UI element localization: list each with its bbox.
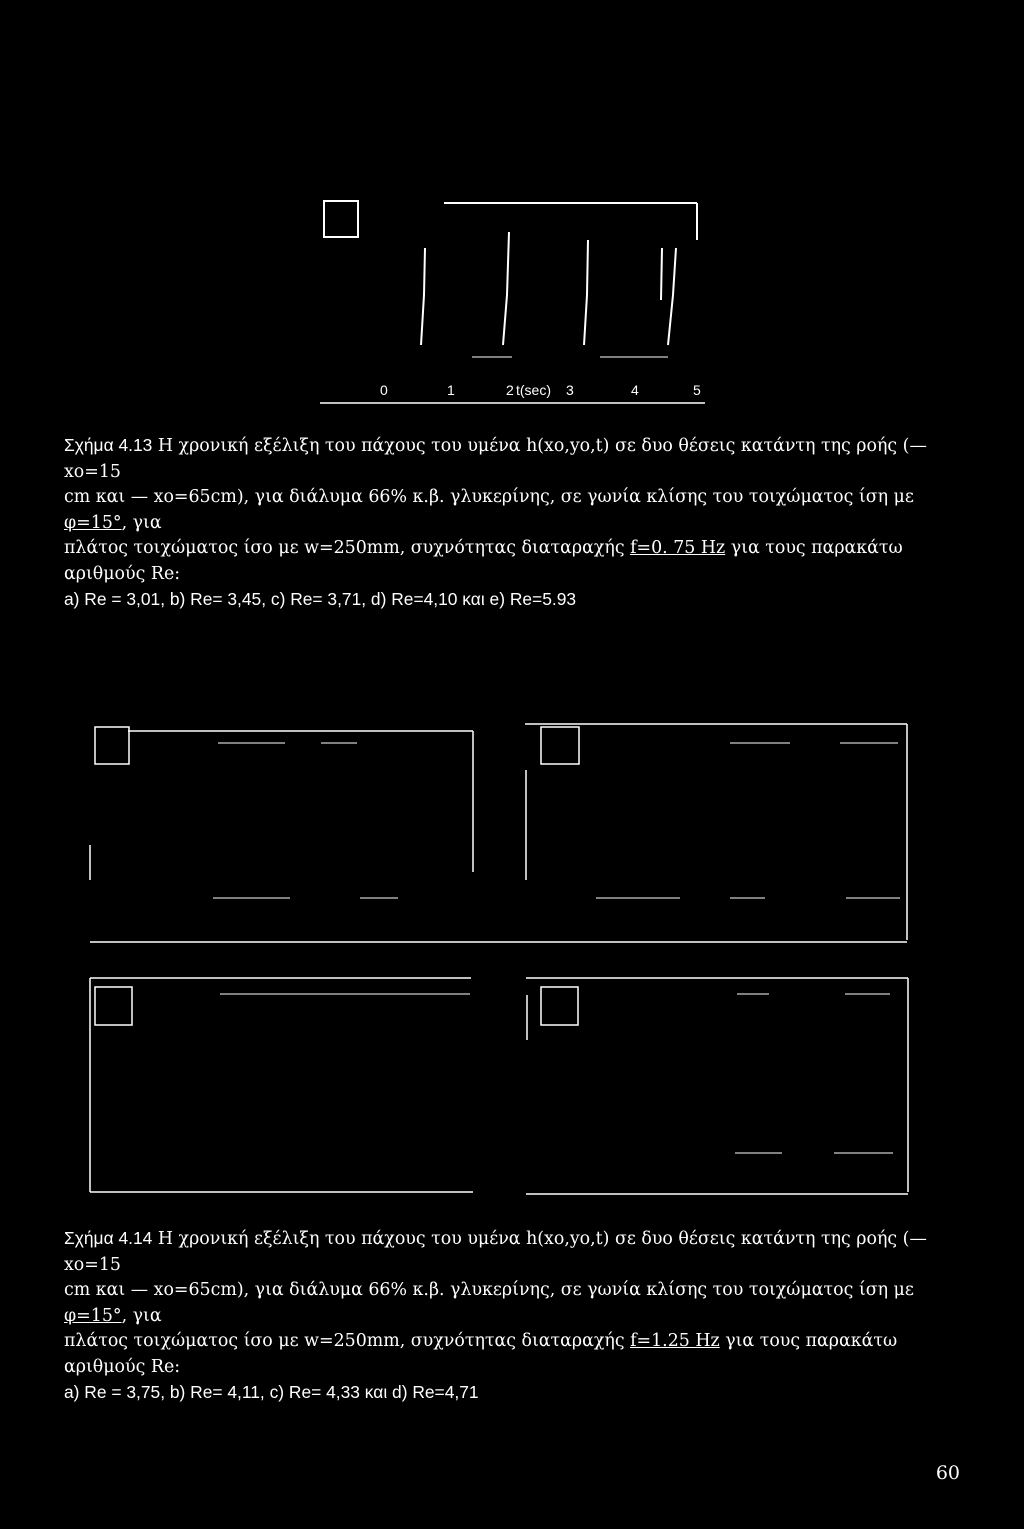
- legend-box: [541, 727, 579, 764]
- wave-pulse-3: [584, 240, 588, 345]
- caption-line: [64, 536, 964, 587]
- caption-line: [64, 1329, 964, 1380]
- caption-text: Η χρονική εξέλιξη του πάχους του υμένα h(xo,yo,t) σε δυο θέσεις κατάντη της ροής (—xo=15: [64, 436, 927, 482]
- caption-text: cm και — xo=65cm), για διάλυμα 66% κ.β. γλυκερίνης, σε γωνία κλίσης του τοιχώματος ίση με: [64, 487, 914, 507]
- caption-text: πλάτος τοιχώματος ίσο με w=250mm, συχνότητας διαταραχής: [64, 1331, 631, 1351]
- figure-4-14-panel-a: [90, 727, 473, 898]
- reynolds-list: a) Re = 3,75, b) Re= 4,11, c) Re= 4,33 και d) Re=4,71: [64, 1382, 479, 1402]
- wave-pulse-1: [421, 248, 425, 345]
- wave-pulse-2: [503, 232, 509, 345]
- frequency-value: f=1.25 Hz: [630, 1331, 720, 1351]
- x-tick-4: 4: [631, 382, 639, 398]
- caption-text: cm και — xo=65cm), για διάλυμα 66% κ.β. γλυκερίνης, σε γωνία κλίσης του τοιχώματος ίση με: [64, 1280, 914, 1300]
- angle-value: φ=15°: [64, 512, 122, 533]
- x-tick-5: 5: [693, 382, 701, 398]
- caption-text: , για: [121, 1305, 162, 1326]
- figure-label: Σχήμα 4.13: [64, 435, 153, 455]
- caption-line: [64, 1380, 964, 1407]
- figure-4-13-plot: [320, 201, 705, 403]
- x-axis-ticks: [380, 382, 701, 398]
- caption-text: για τους παρακάτω αριθμούς Re:: [64, 1331, 898, 1377]
- caption-text: Η χρονική εξέλιξη του πάχους του υμένα h(xo,yo,t) σε δυο θέσεις κατάντη της ροής (—xo=15: [64, 1229, 927, 1275]
- x-tick-1: 1: [447, 382, 455, 398]
- x-tick-2: 2: [506, 382, 514, 398]
- wave-pulse-4: [668, 248, 676, 345]
- page-number: 60: [935, 1462, 960, 1484]
- caption-text: , για: [121, 512, 162, 533]
- legend-box: [95, 987, 132, 1025]
- figure-4-14-panel-b: [525, 724, 907, 940]
- x-axis-label: t(sec): [516, 382, 551, 398]
- wave-pulse-4b: [661, 248, 662, 300]
- caption-line: [64, 1226, 964, 1278]
- caption-line: [64, 433, 964, 485]
- caption-text: πλάτος τοιχώματος ίσο με w=250mm, συχνότητας διαταραχής: [64, 538, 631, 558]
- x-tick-3: 3: [566, 382, 574, 398]
- caption-line: [64, 485, 964, 536]
- angle-value: φ=15°: [64, 1305, 122, 1326]
- x-tick-0: 0: [380, 382, 388, 398]
- figure-4-14-panel-d: [526, 978, 908, 1194]
- frequency-value: f=0. 75 Hz: [630, 538, 726, 558]
- figure-4-14-caption: [64, 1226, 964, 1407]
- legend-box: [95, 727, 129, 764]
- caption-line: [64, 1278, 964, 1329]
- caption-line: [64, 587, 964, 614]
- figure-4-13-caption: [64, 433, 964, 614]
- reynolds-list: a) Re = 3,01, b) Re= 3,45, c) Re= 3,71, d) Re=4,10 και e) Re=5.93: [64, 589, 577, 609]
- figure-4-14-panel-c: [90, 978, 473, 1192]
- legend-box: [541, 987, 578, 1025]
- figure-label: Σχήμα 4.14: [64, 1228, 153, 1248]
- caption-text: για τους παρακάτω αριθμούς Re:: [64, 538, 903, 584]
- legend-box: [324, 201, 358, 237]
